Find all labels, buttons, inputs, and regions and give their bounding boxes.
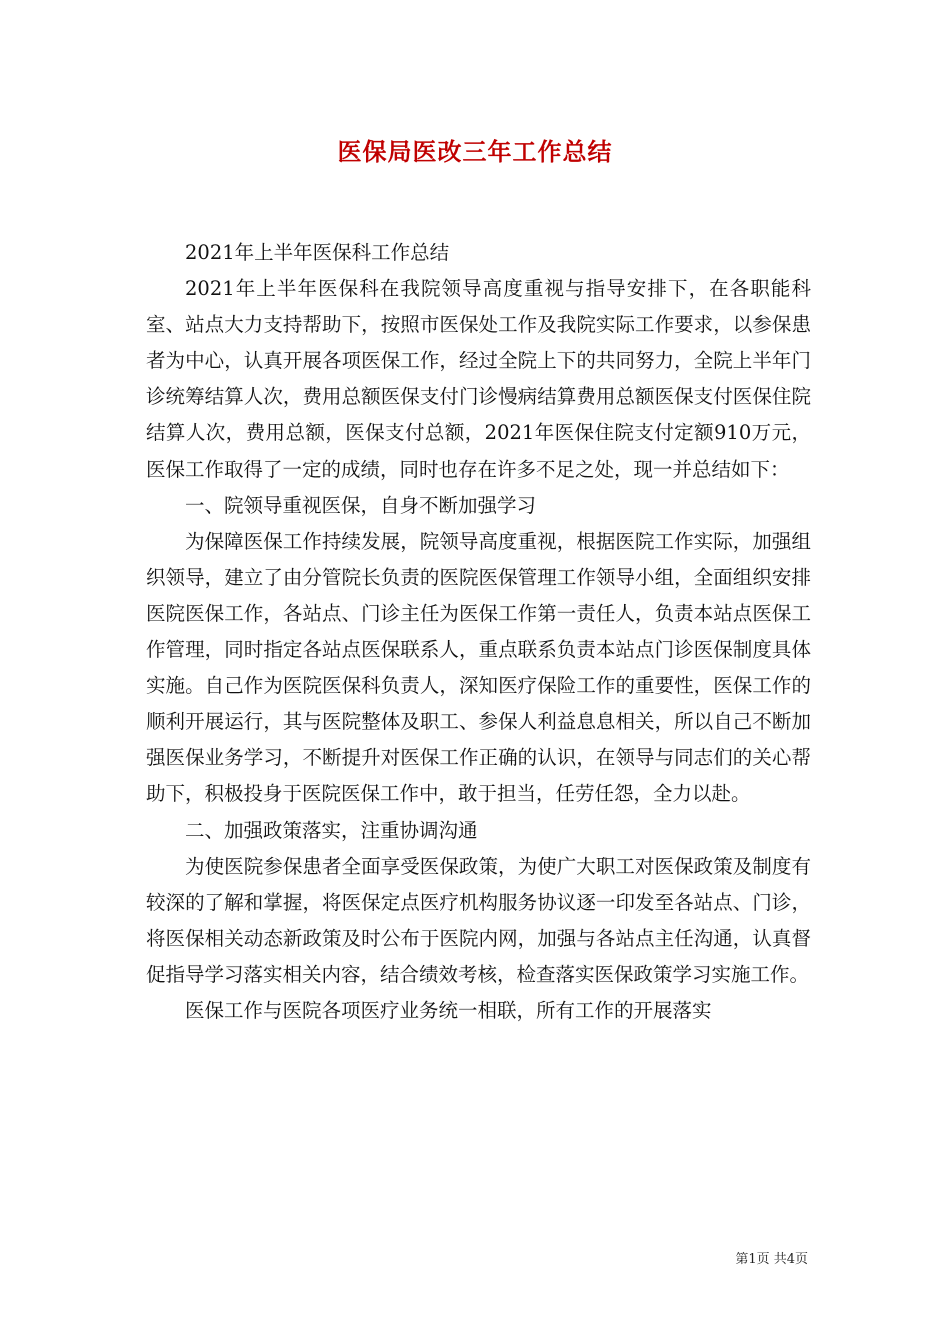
document-body — [146, 235, 811, 1029]
section-heading-1: 一、院领导重视医保，自身不断加强学习 — [185, 493, 537, 517]
section-subtitle: 2021年上半年医保科工作总结 — [185, 241, 450, 264]
continuation-paragraph: 医保工作与医院各项医疗业务统一相联，所有工作的开展落实 — [185, 998, 712, 1022]
section-heading-2: 二、加强政策落实，注重协调沟通 — [185, 818, 478, 842]
section-2-paragraph: 为使医院参保患者全面享受医保政策，为使广大职工对医保政策及制度有较深的了解和掌握，将医保定点医疗机构服务协议逐一印发至各站点、门诊，将医保相关动态新政策及时公布于医院内网，加强与各站点主任沟通，认真督促指导学习落实相关内容，结合绩效考核，检查落实医保政策学习实施工作。 — [146, 854, 811, 986]
section-1-paragraph: 为保障医保工作持续发展，院领导高度重视，根据医院工作实际，加强组织领导，建立了由分管院长负责的医院医保管理工作领导小组，全面组织安排医院医保工作，各站点、门诊主任为医保工作第一责任人，负责本站点医保工作管理，同时指定各站点医保联系人，重点联系负责本站点门诊医保制度具体实施。自己作为医院医保科负责人，深知医疗保险工作的重要性，医保工作的顺利开展运行，其与医院整体及职工、参保人利益息息相关，所以自己不断加强医保业务学习，不断提升对医保工作正确的认识，在领导与同志们的关心帮助下，积极投身于医院医保工作中，敢于担当，任劳任怨，全力以赴。 — [146, 529, 811, 806]
document-title: 医保局医改三年工作总结 — [337, 138, 613, 166]
intro-paragraph: 2021年上半年医保科在我院领导高度重视与指导安排下，在各职能科室、站点大力支持帮助下，按照市医保处工作及我院实际工作要求，以参保患者为中心，认真开展各项医保工作，经过全院上下的共同努力，全院上半年门诊统筹结算人次，费用总额医保支付门诊慢病结算费用总额医保支付医保住院结算人次，费用总额，医保支付总额，2021年医保住院支付定额910万元，医保工作取得了一定的成绩，同时也存在许多不足之处，现一并总结如下： — [146, 277, 811, 481]
page-number-footer: 第1页 共4页 — [735, 1252, 808, 1267]
